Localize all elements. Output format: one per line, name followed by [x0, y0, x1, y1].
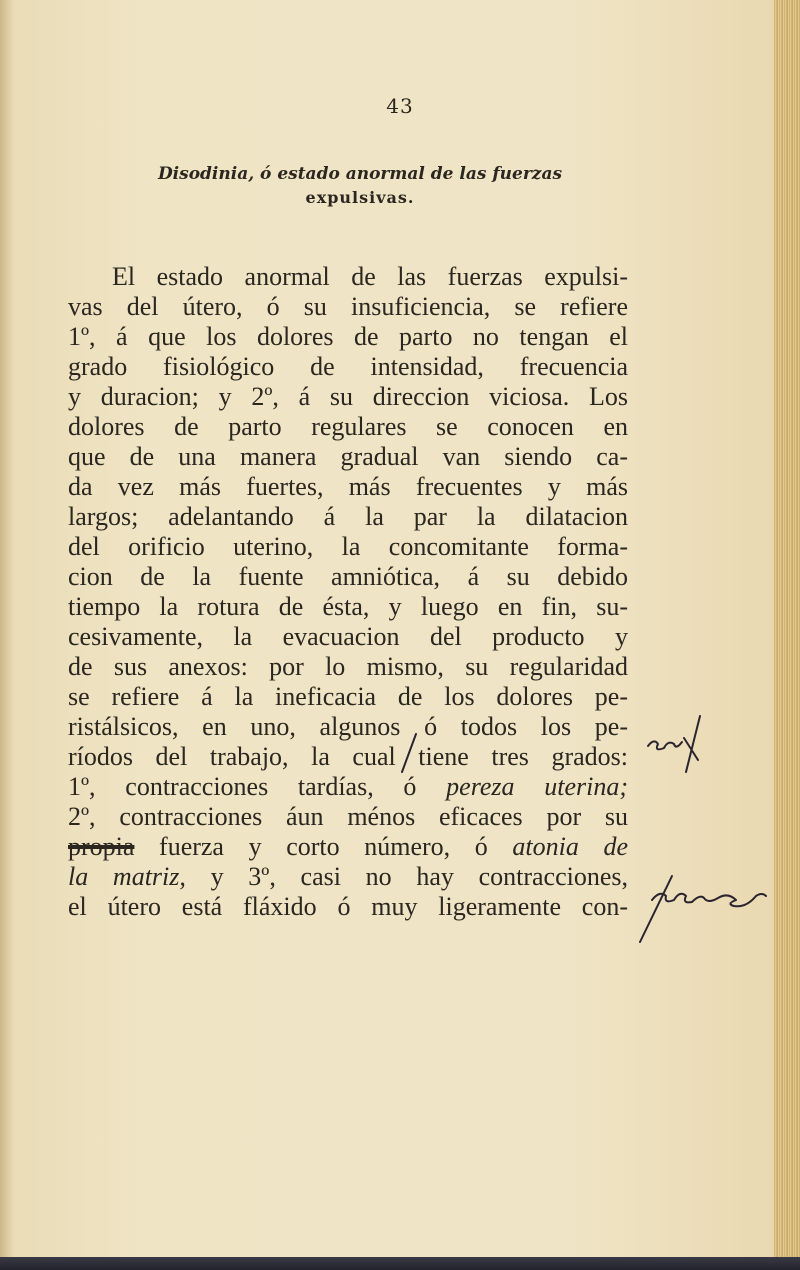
text-line: ristálsicos, en uno, algunos ó todos los pe-: [68, 712, 628, 741]
text-line: cion de la fuente amniótica, á su debido: [68, 562, 628, 591]
text-line: grado fisiológico de intensidad, frecuencia: [68, 352, 628, 381]
text-line: ríodos del trabajo, la cual tiene tres grados:: [68, 742, 628, 771]
text-run: y 3º, casi no hay contracciones,: [185, 862, 629, 891]
margin-slash: [640, 876, 672, 942]
text-run: 1º, contracciones tardías, ó: [68, 772, 447, 801]
text-line: 2º, contracciones áun ménos eficaces por su: [68, 802, 628, 831]
text-line: vas del útero, ó su insuficiencia, se refiere: [68, 292, 628, 321]
text-line: largos; adelantando á la par la dilatacion: [68, 502, 628, 531]
text-line: de sus anexos: por lo mismo, su regularidad: [68, 652, 628, 681]
margin-note-ir: [648, 716, 700, 772]
italic-term: pereza uterina;: [446, 772, 628, 801]
italic-term: atonia de: [512, 832, 628, 861]
text-line: se refiere á la ineficacia de los dolores pe-: [68, 682, 628, 711]
text-line: el útero está fláxido ó muy ligeramente con-: [68, 892, 628, 921]
struck-out-word: propia: [68, 832, 135, 861]
section-heading: Disodinia, ó estado anormal de las fuerzas: [157, 164, 563, 184]
text-line: tiempo la rotura de ésta, y luego en fin, su-: [68, 592, 628, 621]
text-line: que de una manera gradual van siendo ca-: [68, 442, 628, 471]
insertion-mark: [402, 734, 416, 772]
margin-note-uerza: [652, 894, 766, 907]
text-line: cesivamente, la evacuacion del producto y: [68, 622, 628, 651]
text-line: da vez más fuertes, más frecuentes y más: [68, 472, 628, 501]
italic-term: la matriz,: [68, 862, 186, 891]
page-number: 43: [386, 94, 414, 118]
text-run: fuerza y corto número, ó: [134, 832, 513, 861]
text-line: dolores de parto regulares se conocen en: [68, 412, 628, 441]
section-heading-continued: expulsivas.: [305, 188, 415, 207]
text-line: El estado anormal de las fuerzas expulsi-: [112, 262, 628, 291]
text-line: y duracion; y 2º, á su direccion viciosa. Los: [68, 382, 628, 411]
text-line: del orificio uterino, la concomitante forma-: [68, 532, 628, 561]
text-line: 1º, á que los dolores de parto no tengan el: [68, 322, 628, 351]
